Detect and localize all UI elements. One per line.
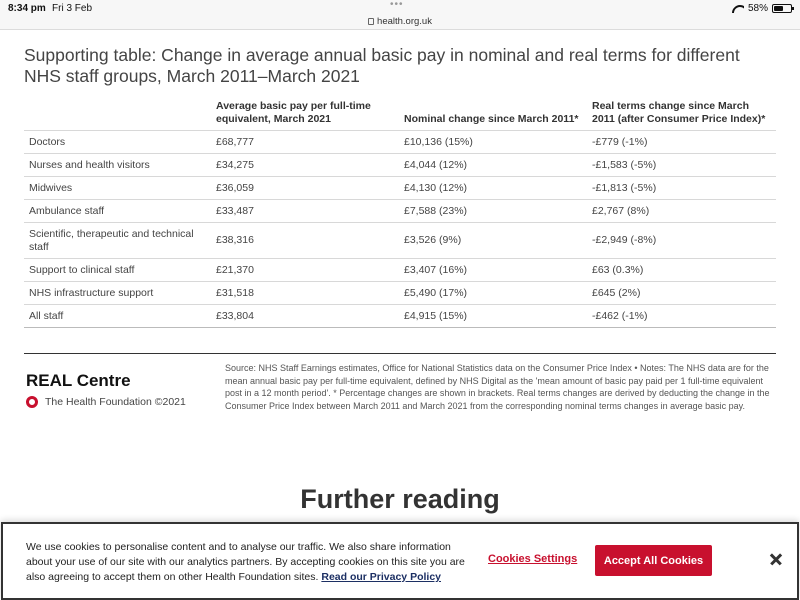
staff-group-cell: Midwives: [24, 177, 211, 200]
pay-cell: £36,059: [211, 177, 399, 200]
table-row: [24, 305, 776, 328]
cookie-message: We use cookies to personalise content and to analyse our traffic. We also share information about your use of our site with our analytics partners. By accepting cookies on this site you are also agreeing to accept them on other Health Foundation sites.: [26, 541, 465, 583]
staff-group-cell: Ambulance staff: [24, 200, 211, 223]
header-cell: Average basic pay per full-time equivalent, March 2021: [216, 100, 371, 125]
table-header-row: [24, 100, 776, 131]
nominal-change-cell: £7,588 (23%): [399, 200, 587, 223]
cookie-text: [26, 540, 476, 585]
health-foundation-ring-icon: [26, 396, 38, 408]
privacy-policy-link[interactable]: Read our Privacy Policy: [321, 571, 441, 583]
pay-cell: £68,777: [211, 131, 399, 154]
lock-icon: [368, 18, 374, 25]
table-row: [24, 223, 776, 259]
real-change-cell: -£462 (-1%): [587, 305, 776, 328]
pay-cell: £38,316: [211, 223, 399, 259]
nominal-change-cell: £4,044 (12%): [399, 154, 587, 177]
battery-percent: 58%: [747, 3, 768, 14]
table-heading: Supporting table: Change in average annual basic pay in nominal and real terms for different NHS staff groups, March 2011–March 2021: [24, 45, 740, 86]
status-time: 8:34 pm: [8, 3, 46, 14]
staff-group-cell: Support to clinical staff: [24, 259, 211, 282]
table-row: [24, 282, 776, 305]
nominal-change-cell: £3,526 (9%): [399, 223, 587, 259]
pay-cell: £34,275: [211, 154, 399, 177]
real-change-cell: £2,767 (8%): [587, 200, 776, 223]
header-cell: [24, 100, 211, 131]
logo-subtitle-text: The Health Foundation ©2021: [45, 396, 186, 408]
pay-cell: £33,487: [211, 200, 399, 223]
staff-group-cell: Scientific, therapeutic and technical staff: [24, 223, 211, 259]
table-row: [24, 154, 776, 177]
tab-dots-icon[interactable]: •••: [390, 0, 404, 10]
source-note: Source: NHS Staff Earnings estimates, Office for National Statistics data on the Consumer Price Index • Notes: The NHS data are for the mean annual basic pay per full-time equivalent, defined by NHS Digital as the 'mean amount of basic pay paid per 1 full-time equivalent post in a 12 month period'. * Percentage changes are shown in brackets. Real terms changes are derived by deducting the change in the Consumer Price Index between March 2011 and March 2021 from the corresponding nominal terms changes in average basic pay.: [225, 363, 770, 411]
pay-cell: £21,370: [211, 259, 399, 282]
nominal-change-cell: £4,915 (15%): [399, 305, 587, 328]
nominal-change-cell: £4,130 (12%): [399, 177, 587, 200]
url-text: health.org.uk: [377, 16, 432, 27]
pay-table: [24, 100, 776, 328]
table-row: [24, 259, 776, 282]
real-change-cell: £63 (0.3%): [587, 259, 776, 282]
address-bar[interactable]: [0, 16, 800, 27]
table-row: [24, 131, 776, 154]
header-cell: Real terms change since March 2011 (after Consumer Price Index)*: [592, 100, 766, 125]
real-change-cell: £645 (2%): [587, 282, 776, 305]
status-bar: [0, 0, 800, 30]
wifi-icon: [732, 5, 744, 13]
divider: [24, 353, 776, 354]
accept-all-cookies-button[interactable]: Accept All Cookies: [595, 545, 712, 576]
logo-subtitle: [26, 396, 186, 408]
cookie-banner: [1, 522, 799, 600]
real-change-cell: -£779 (-1%): [587, 131, 776, 154]
staff-group-cell: All staff: [24, 305, 211, 328]
nominal-change-cell: £5,490 (17%): [399, 282, 587, 305]
battery-icon: [772, 4, 792, 13]
real-change-cell: -£1,583 (-5%): [587, 154, 776, 177]
pay-cell: £31,518: [211, 282, 399, 305]
close-icon[interactable]: [768, 551, 784, 567]
header-cell: Nominal change since March 2011*: [404, 113, 579, 125]
staff-group-cell: Doctors: [24, 131, 211, 154]
further-reading-heading: Further reading: [300, 484, 500, 514]
table-row: [24, 177, 776, 200]
table-row: [24, 200, 776, 223]
cookies-settings-button[interactable]: Cookies Settings: [488, 553, 578, 565]
real-change-cell: -£2,949 (-8%): [587, 223, 776, 259]
status-date: Fri 3 Feb: [52, 3, 93, 14]
nominal-change-cell: £10,136 (15%): [399, 131, 587, 154]
nominal-change-cell: £3,407 (16%): [399, 259, 587, 282]
pay-cell: £33,804: [211, 305, 399, 328]
status-right: [732, 3, 792, 14]
staff-group-cell: Nurses and health visitors: [24, 154, 211, 177]
real-change-cell: -£1,813 (-5%): [587, 177, 776, 200]
real-centre-logo: REAL Centre: [26, 371, 131, 390]
staff-group-cell: NHS infrastructure support: [24, 282, 211, 305]
